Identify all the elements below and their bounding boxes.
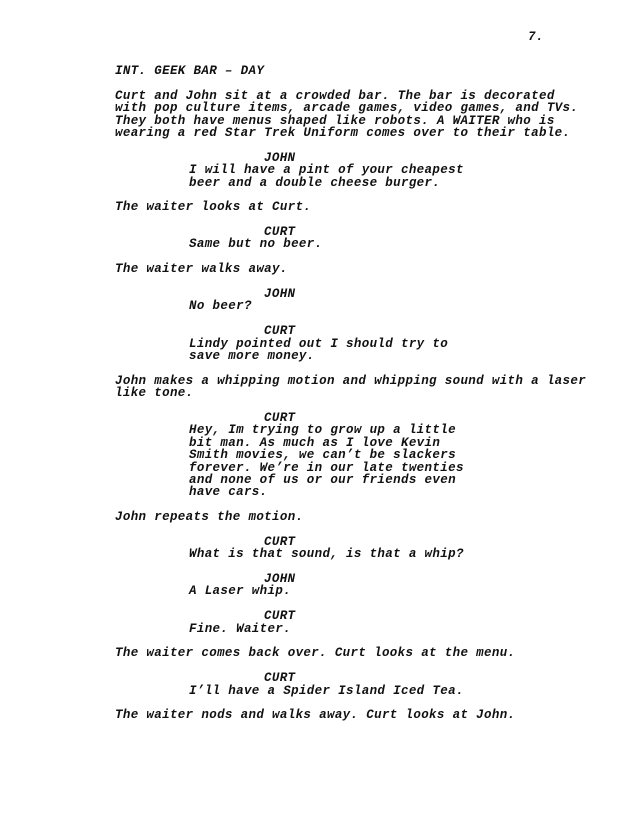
dialogue-line: Smith movies, we can’t be slackers <box>189 448 456 463</box>
character-name: CURT <box>264 225 296 240</box>
scene-heading: INT. GEEK BAR – DAY <box>115 64 265 78</box>
dialogue-block <box>115 412 595 499</box>
script-blocks <box>115 90 595 722</box>
character-name: CURT <box>264 410 296 425</box>
dialogue-block <box>115 152 595 189</box>
action-line: Curt and John sit at a crowded bar. The bar is decorated <box>115 88 555 103</box>
dialogue-line: I’ll have a Spider Island Iced Tea. <box>189 683 464 698</box>
action-block <box>115 263 595 275</box>
action-block <box>115 511 595 523</box>
action-line: The waiter looks at Curt. <box>115 200 312 215</box>
dialogue-line: No beer? <box>189 299 252 314</box>
action-line: like tone. <box>115 386 194 401</box>
action-block <box>115 201 595 213</box>
action-line: The waiter walks away. <box>115 262 288 277</box>
dialogue-line: Lindy pointed out I should try to <box>189 336 449 351</box>
character-name: CURT <box>264 609 296 624</box>
dialogue-block <box>115 325 595 362</box>
action-line: John makes a whipping motion and whipping sound with a laser <box>115 373 587 388</box>
script-body <box>115 65 595 734</box>
action-line: The waiter comes back over. Curt looks at the menu. <box>115 646 516 661</box>
action-line: John repeats the motion. <box>115 510 304 525</box>
dialogue-line: and none of us or our friends even <box>189 472 456 487</box>
dialogue-block <box>115 226 595 251</box>
character-name: JOHN <box>264 287 296 302</box>
dialogue-line: forever. We’re in our late twenties <box>189 460 464 475</box>
character-name: JOHN <box>264 572 296 587</box>
dialogue-line: save more money. <box>189 348 315 363</box>
dialogue-line: I will have a pint of your cheapest <box>189 163 464 178</box>
dialogue-block <box>115 573 595 598</box>
dialogue-block <box>115 536 595 561</box>
character-name: CURT <box>264 324 296 339</box>
character-name: CURT <box>264 534 296 549</box>
dialogue-line: beer and a double cheese burger. <box>189 175 441 190</box>
action-block <box>115 709 595 721</box>
action-block <box>115 375 595 400</box>
action-block <box>115 647 595 659</box>
dialogue-line: Fine. Waiter. <box>189 621 292 636</box>
character-name: CURT <box>264 671 296 686</box>
page-number: 7. <box>528 30 544 44</box>
character-name: JOHN <box>264 150 296 165</box>
dialogue-line: Same but no beer. <box>189 237 323 252</box>
action-block <box>115 90 595 140</box>
dialogue-block <box>115 610 595 635</box>
dialogue-line: have cars. <box>189 485 268 500</box>
dialogue-line: Hey, Im trying to grow up a little <box>189 423 456 438</box>
action-line: They both have menus shaped like robots. A WAITER who is <box>115 113 555 128</box>
dialogue-line: What is that sound, is that a whip? <box>189 547 464 562</box>
action-line: with pop culture items, arcade games, video games, and TVs. <box>115 101 579 116</box>
dialogue-line: bit man. As much as I love Kevin <box>189 435 441 450</box>
action-line: wearing a red Star Trek Uniform comes over to their table. <box>115 125 571 140</box>
dialogue-block <box>115 672 595 697</box>
dialogue-line: A Laser whip. <box>189 584 292 599</box>
dialogue-block <box>115 288 595 313</box>
action-line: The waiter nods and walks away. Curt looks at John. <box>115 708 516 723</box>
